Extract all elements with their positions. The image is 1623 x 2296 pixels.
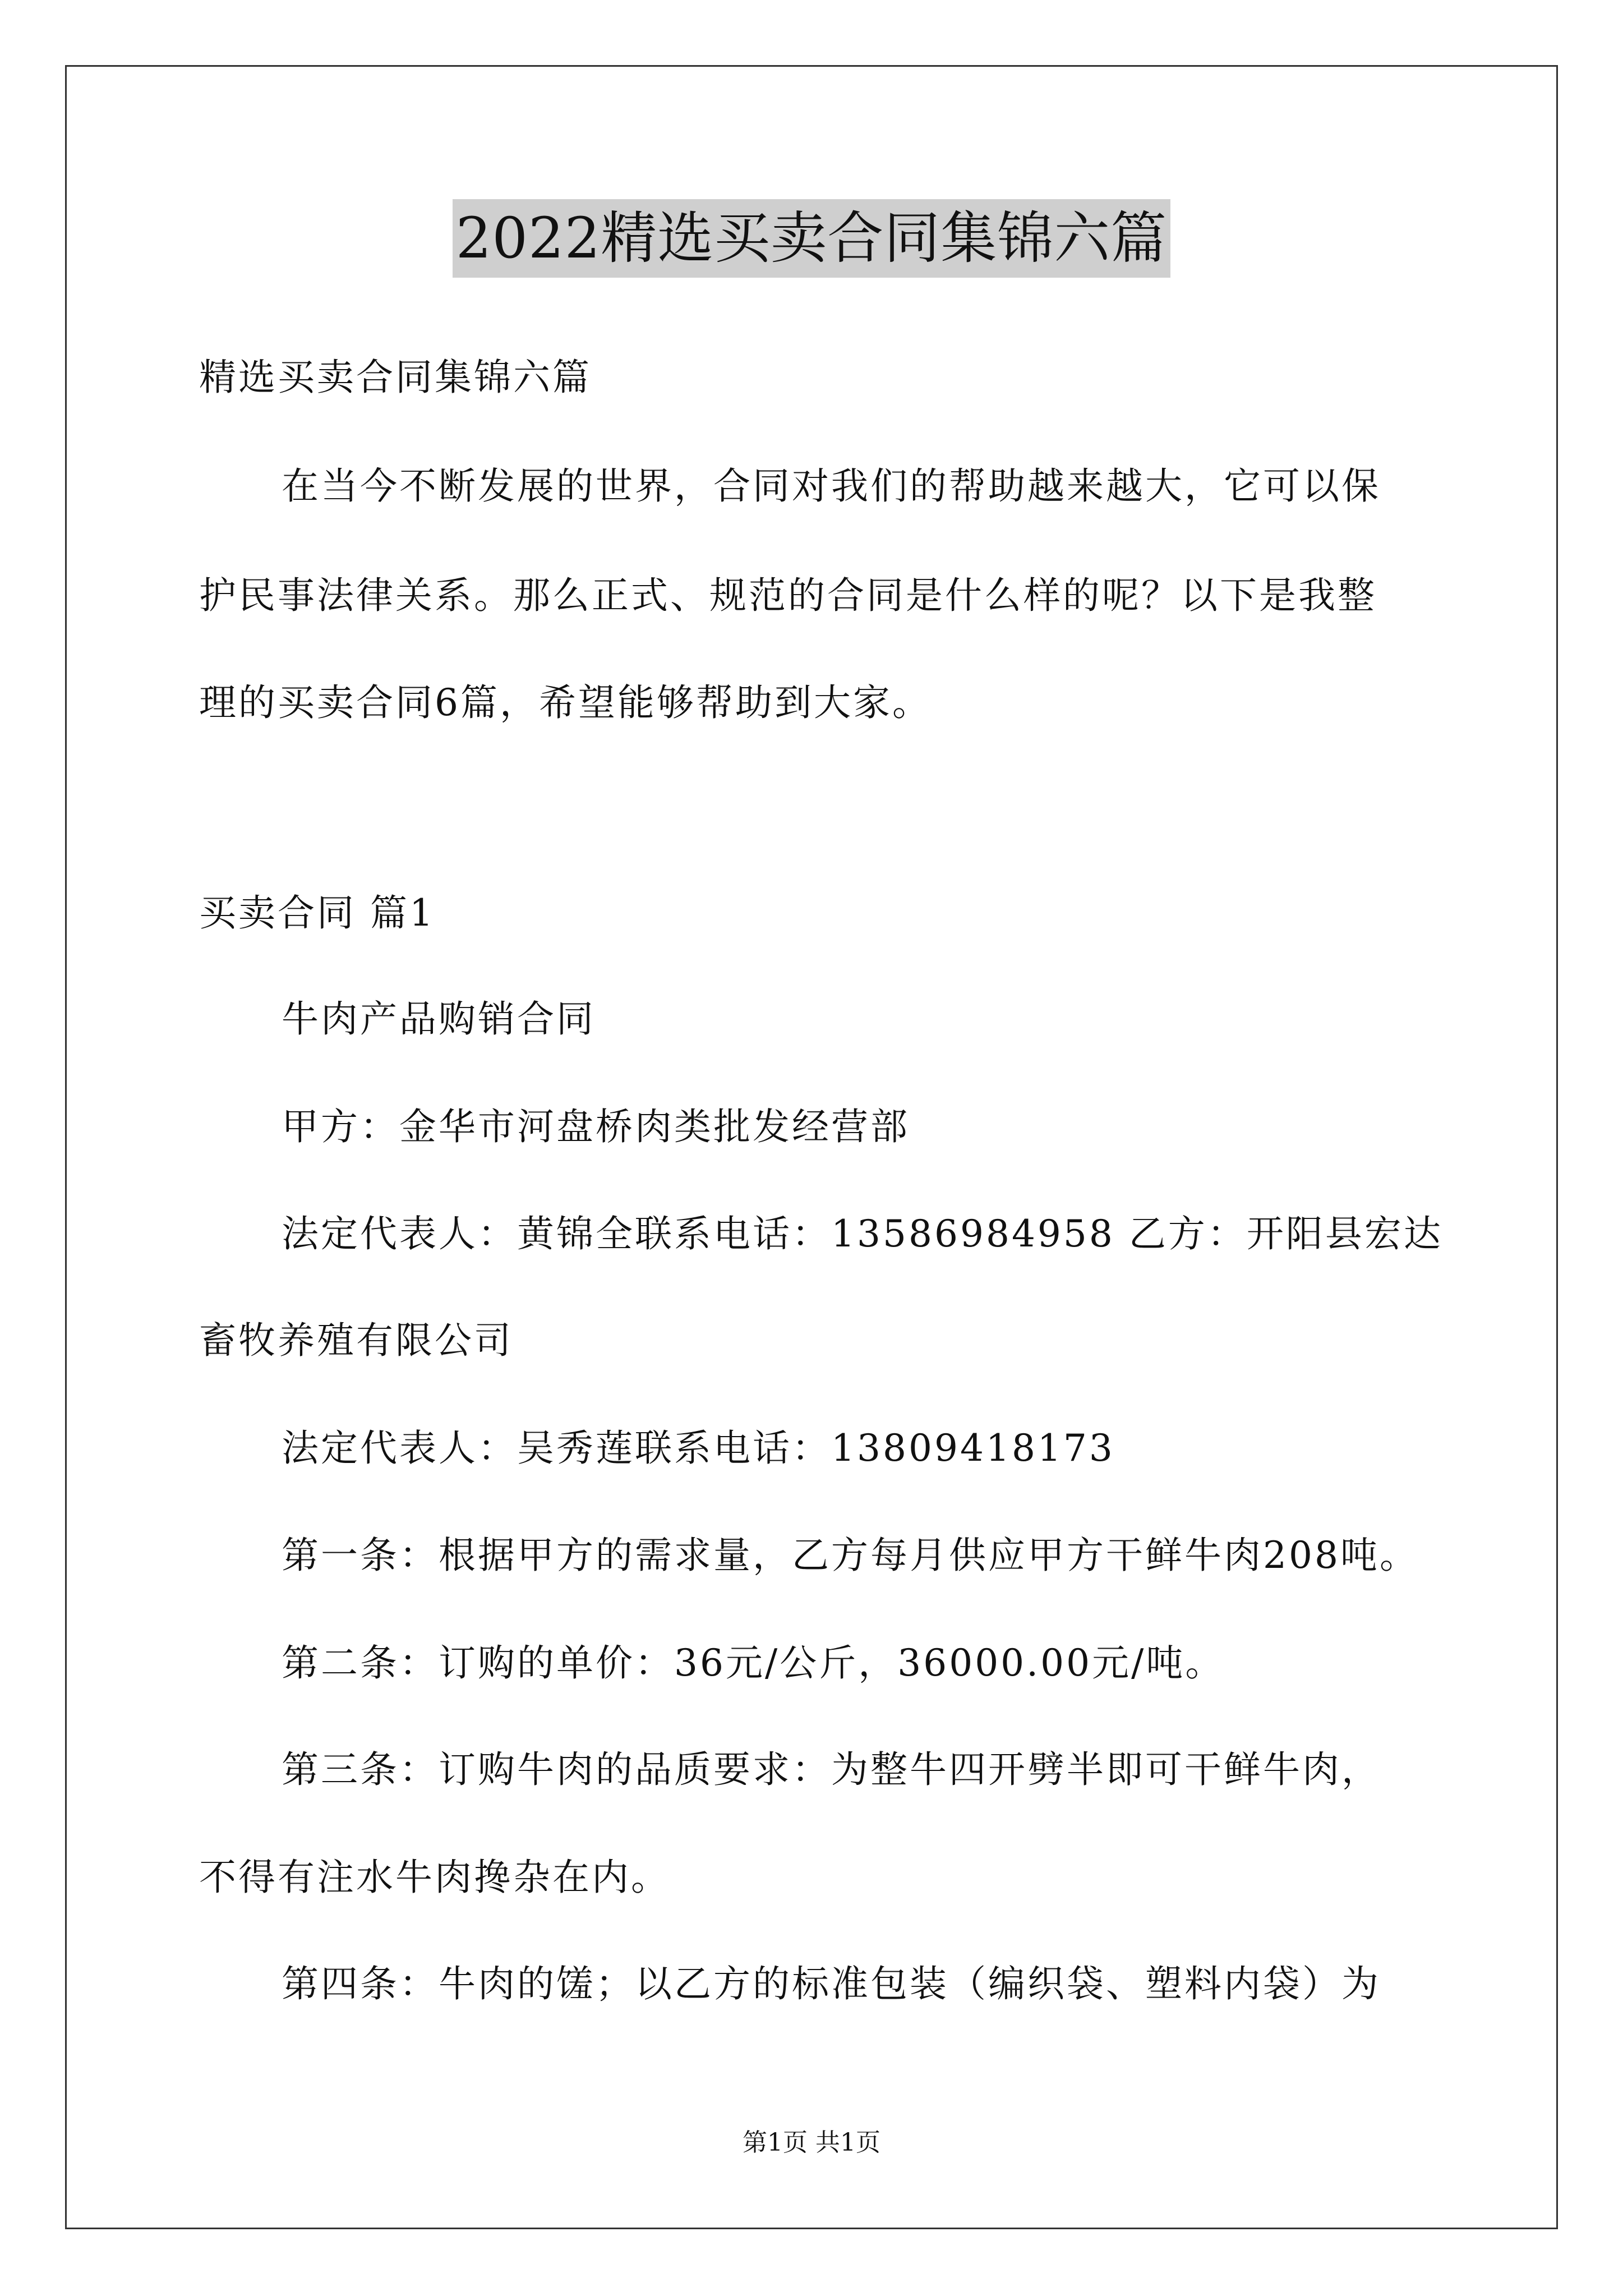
body-line: 甲方：金华市河盘桥肉类批发经营部 xyxy=(282,1105,910,1148)
body-line: 不得有注水牛肉搀杂在内。 xyxy=(199,1856,670,1899)
body-line: 畜牧养殖有限公司 xyxy=(199,1319,513,1362)
body-line: 第三条：订购牛肉的品质要求：为整牛四开劈半即可干鲜牛肉， xyxy=(282,1748,1381,1791)
body-line: 法定代表人：吴秀莲联系电话：13809418173 xyxy=(282,1427,1115,1470)
body-line: 理的买卖合同6篇，希望能够帮助到大家。 xyxy=(199,681,932,724)
subtitle-line: 精选买卖合同集锦六篇 xyxy=(199,356,592,399)
body-line: 法定代表人：黄锦全联系电话：13586984958 乙方：开阳县宏达 xyxy=(282,1212,1443,1255)
body-line: 在当今不断发展的世界，合同对我们的帮助越来越大，它可以保 xyxy=(282,464,1381,508)
title-wrap xyxy=(0,199,1623,278)
body-line: 牛肉产品购销合同 xyxy=(282,997,596,1041)
page-footer: 第1页 共1页 xyxy=(743,2128,880,2157)
body-line: 第四条：牛肉的馐；以乙方的标准包装（编织袋、塑料内袋）为 xyxy=(282,1962,1381,2005)
body-line: 第一条：根据甲方的需求量，乙方每月供应甲方干鲜牛肉208吨。 xyxy=(282,1534,1419,1577)
document-title: 2022精选买卖合同集锦六篇 xyxy=(453,199,1171,278)
body-line: 护民事法律关系。那么正式、规范的合同是什么样的呢？以下是我整 xyxy=(199,574,1377,617)
body-line: 第二条：订购的单价：36元/公斤，36000.00元/吨。 xyxy=(282,1641,1225,1685)
section-heading: 买卖合同 篇1 xyxy=(199,891,435,935)
